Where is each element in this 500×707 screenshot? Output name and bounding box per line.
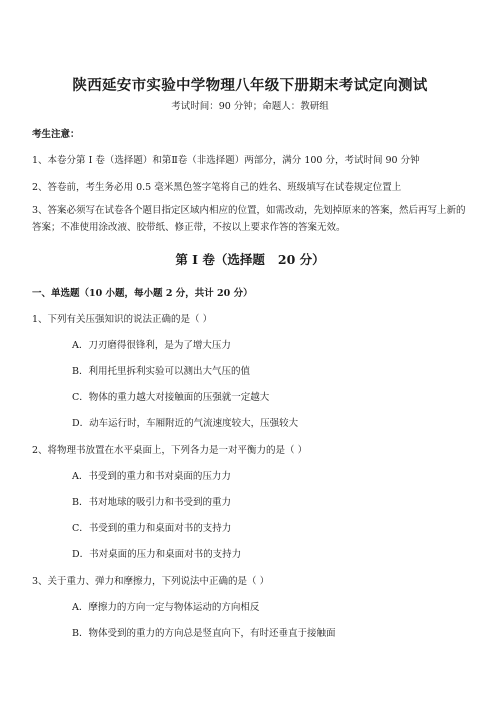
question-3-stem: 3、关于重力、弹力和摩擦力，下列说法中正确的是（ ） [32, 576, 270, 587]
question-1-option-a[interactable]: A．刀刃磨得很锋利，是为了增大压力 [72, 340, 231, 351]
part-heading: 一、单选题（10 小题，每小题 2 分，共计 20 分） [32, 288, 253, 299]
question-3-option-b[interactable]: B．物体受到的重力的方向总是竖直向下，有时还垂直于接触面 [72, 628, 336, 639]
question-3-option-a[interactable]: A．摩擦力的方向一定与物体运动的方向相反 [72, 602, 260, 613]
notice-heading: 考生注意： [32, 129, 80, 140]
question-1-option-c[interactable]: C．物体的重力越大对接触面的压强就一定越大 [72, 392, 270, 403]
question-2-option-c[interactable]: C．书受到的重力和桌面对书的支持力 [72, 523, 232, 534]
notice-item-2: 2、答卷前，考生务必用 0.5 毫米黑色签字笔将自己的姓名、班级填写在试卷规定位置上 [32, 182, 402, 193]
exam-subtitle: 考试时间：90 分钟；命题人：教研组 [171, 101, 329, 112]
question-1-option-d[interactable]: D．动车运行时，车厢附近的气流速度较大，压强较大 [72, 418, 299, 429]
section-title: 第 I 卷（选择题 20 分） [175, 252, 325, 267]
question-1-stem: 1、下列有关压强知识的说法正确的是（ ） [32, 314, 213, 325]
notice-item-3: 3、答案必须写在试卷各个题目指定区域内相应的位置，如需改动，先划掉原来的答案，然后再写上新的答案；不准使用涂改液、胶带纸、修正带，不按以上要求作答的答案无效。 [32, 205, 466, 233]
question-2-option-d[interactable]: D．书对桌面的压力和桌面对书的支持力 [72, 549, 242, 560]
question-2-option-b[interactable]: B．书对地球的吸引力和书受到的重力 [72, 497, 231, 508]
exam-title: 陕西延安市实验中学物理八年级下册期末考试定向测试 [72, 77, 428, 94]
question-1-option-b[interactable]: B．利用托里拆利实验可以测出大气压的值 [72, 366, 250, 377]
question-2-option-a[interactable]: A．书受到的重力和书对桌面的压力力 [72, 471, 231, 482]
notice-item-1: 1、本卷分第 I 卷（选择题）和第Ⅱ卷（非选择题）两部分，满分 100 分，考试时间 90 分钟 [32, 155, 420, 166]
question-2-stem: 2、将物理书放置在水平桌面上，下列各力是一对平衡力的是（ ） [32, 445, 308, 456]
